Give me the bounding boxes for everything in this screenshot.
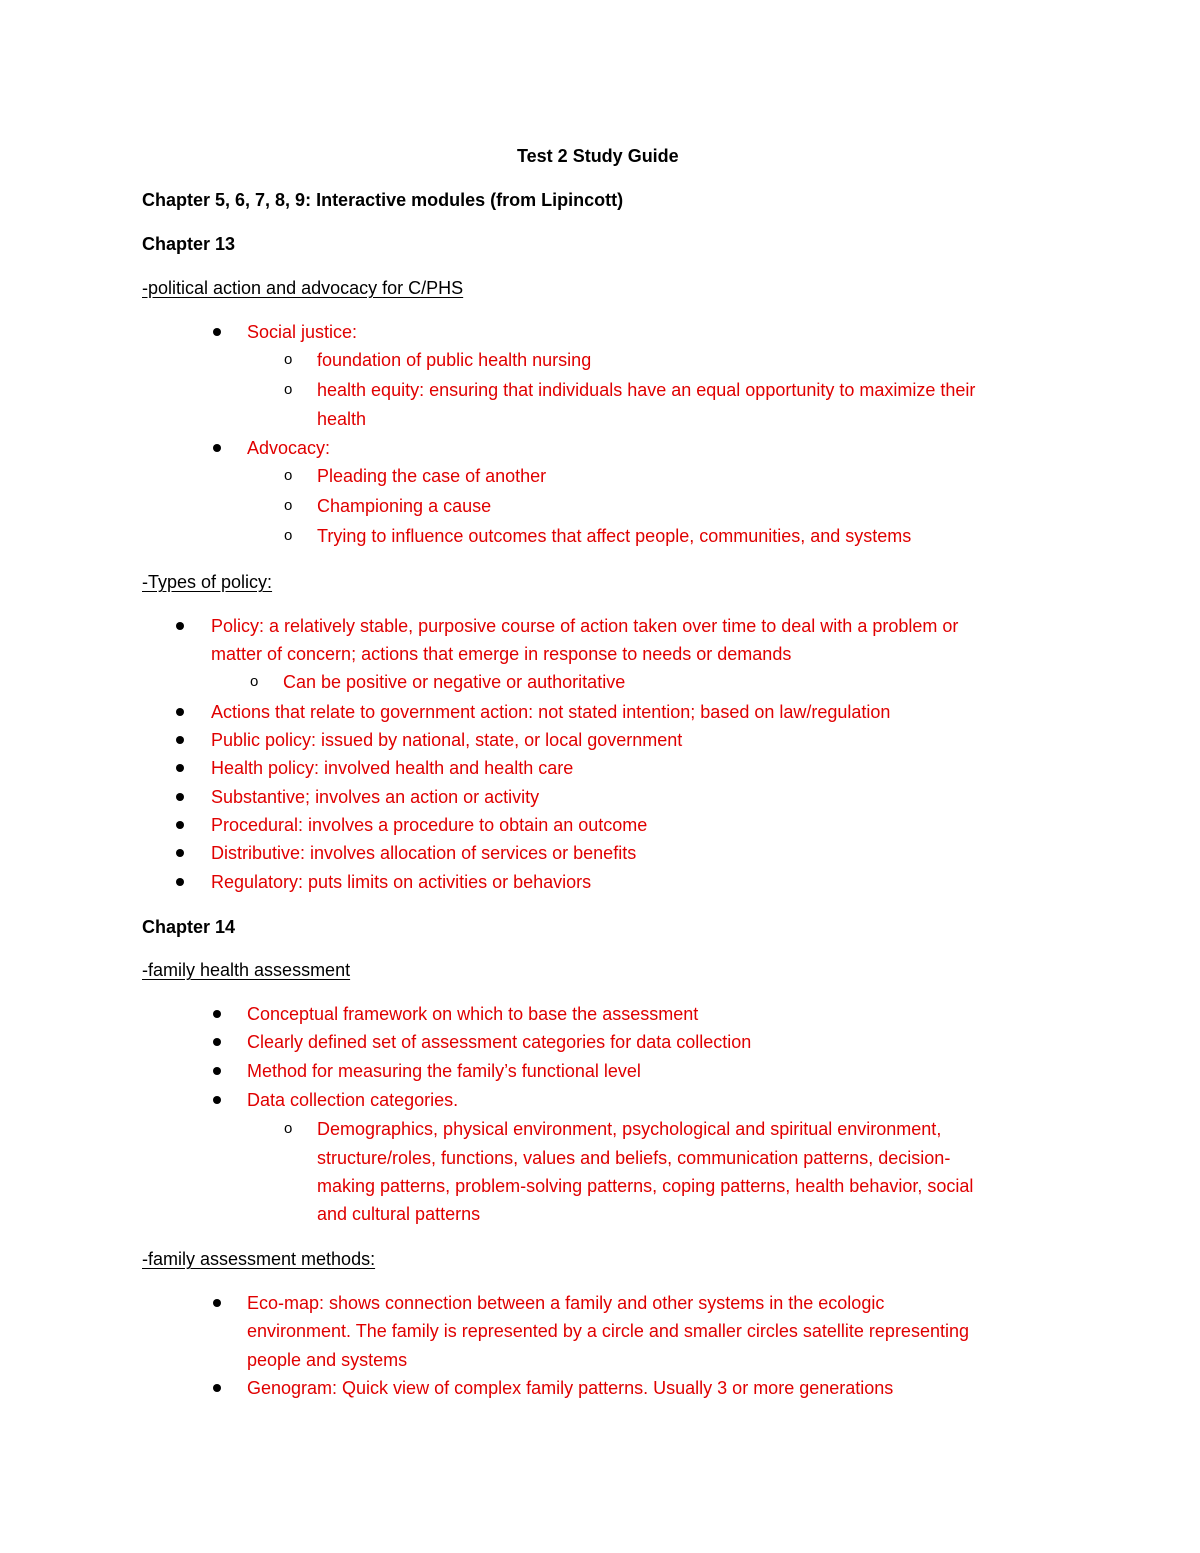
bullet-eco-map: Eco-map: shows connection between a family and other systems in the ecologic	[247, 1293, 885, 1313]
bullet-icon	[213, 1010, 221, 1018]
bullet-icon	[176, 821, 184, 829]
bullet-conceptual-framework: Conceptual framework on which to base the assessment	[247, 1004, 699, 1024]
bullet-policy: Policy: a relatively stable, purposive course of action taken over time to deal with a problem or	[211, 616, 959, 636]
bullet-icon	[213, 444, 221, 452]
bullet-procedural: Procedural: involves a procedure to obtain an outcome	[211, 815, 648, 835]
bullet-substantive: Substantive; involves an action or activity	[211, 787, 540, 807]
page-title: Test 2 Study Guide	[517, 146, 679, 166]
section-family-assessment-methods: -family assessment methods:	[142, 1249, 376, 1269]
bullet-icon	[176, 764, 184, 772]
bullet-icon	[213, 1067, 221, 1075]
bullet-distributive: Distributive: involves allocation of services or benefits	[211, 843, 637, 863]
section-types-of-policy: -Types of policy:	[142, 572, 273, 592]
bullet-government-action: Actions that relate to government action: not stated intention; based on law/regulation	[211, 702, 891, 722]
sub-bullet-icon: o	[284, 351, 293, 368]
sub-bullet-icon: o	[284, 497, 293, 514]
sub-item-categories-3: making patterns, problem-solving patterns, coping patterns, health behavior, social	[317, 1176, 974, 1196]
bullet-measuring-method: Method for measuring the family’s functional level	[247, 1061, 641, 1081]
section-political-action: -political action and advocacy for C/PHS	[142, 278, 464, 298]
sub-bullet-icon: o	[284, 467, 293, 484]
bullet-icon	[176, 708, 184, 716]
bullet-genogram: Genogram: Quick view of complex family patterns. Usually 3 or more generations	[247, 1378, 894, 1398]
bullet-icon	[213, 1096, 221, 1104]
bullet-data-collection: Data collection categories.	[247, 1090, 459, 1110]
sub-item-influence: Trying to influence outcomes that affect people, communities, and systems	[317, 526, 912, 546]
bullet-regulatory: Regulatory: puts limits on activities or behaviors	[211, 872, 592, 892]
sub-bullet-icon: o	[284, 381, 293, 398]
bullet-health-policy: Health policy: involved health and health care	[211, 758, 574, 778]
bullet-icon	[213, 1299, 221, 1307]
chapter-5-9-heading: Chapter 5, 6, 7, 8, 9: Interactive modules (from Lipincott)	[142, 190, 624, 210]
sub-item-championing: Championing a cause	[317, 496, 492, 516]
sub-item-categories-4: and cultural patterns	[317, 1204, 481, 1224]
bullet-icon	[213, 328, 221, 336]
sub-item-pleading: Pleading the case of another	[317, 466, 547, 486]
bullet-icon	[176, 736, 184, 744]
chapter-14-heading: Chapter 14	[142, 917, 236, 937]
bullet-icon	[176, 793, 184, 801]
sub-bullet-icon: o	[284, 527, 293, 544]
sub-item-health-equity-cont: health	[317, 409, 367, 429]
sub-item-categories-2: structure/roles, functions, values and beliefs, communication patterns, decision-	[317, 1148, 951, 1168]
bullet-public-policy: Public policy: issued by national, state, or local government	[211, 730, 683, 750]
chapter-13-heading: Chapter 13	[142, 234, 236, 254]
bullet-icon	[176, 622, 184, 630]
bullet-advocacy: Advocacy:	[247, 438, 331, 458]
section-family-health-assessment: -family health assessment	[142, 960, 351, 980]
sub-bullet-icon: o	[284, 1120, 293, 1137]
bullet-icon	[213, 1038, 221, 1046]
sub-bullet-icon: o	[250, 673, 259, 690]
bullet-assessment-categories: Clearly defined set of assessment categories for data collection	[247, 1032, 752, 1052]
bullet-social-justice: Social justice:	[247, 322, 358, 342]
sub-item-policy-types: Can be positive or negative or authoritative	[283, 672, 626, 692]
bullet-policy-cont: matter of concern; actions that emerge in response to needs or demands	[211, 644, 792, 664]
sub-item-health-equity: health equity: ensuring that individuals have an equal opportunity to maximize their	[317, 380, 976, 400]
sub-item-foundation: foundation of public health nursing	[317, 350, 592, 370]
bullet-icon	[213, 1384, 221, 1392]
bullet-eco-map-cont-2: people and systems	[247, 1350, 408, 1370]
bullet-icon	[176, 878, 184, 886]
bullet-eco-map-cont-1: environment. The family is represented by a circle and smaller circles satellite representing	[247, 1321, 969, 1341]
bullet-icon	[176, 849, 184, 857]
sub-item-categories-1: Demographics, physical environment, psychological and spiritual environment,	[317, 1119, 942, 1139]
